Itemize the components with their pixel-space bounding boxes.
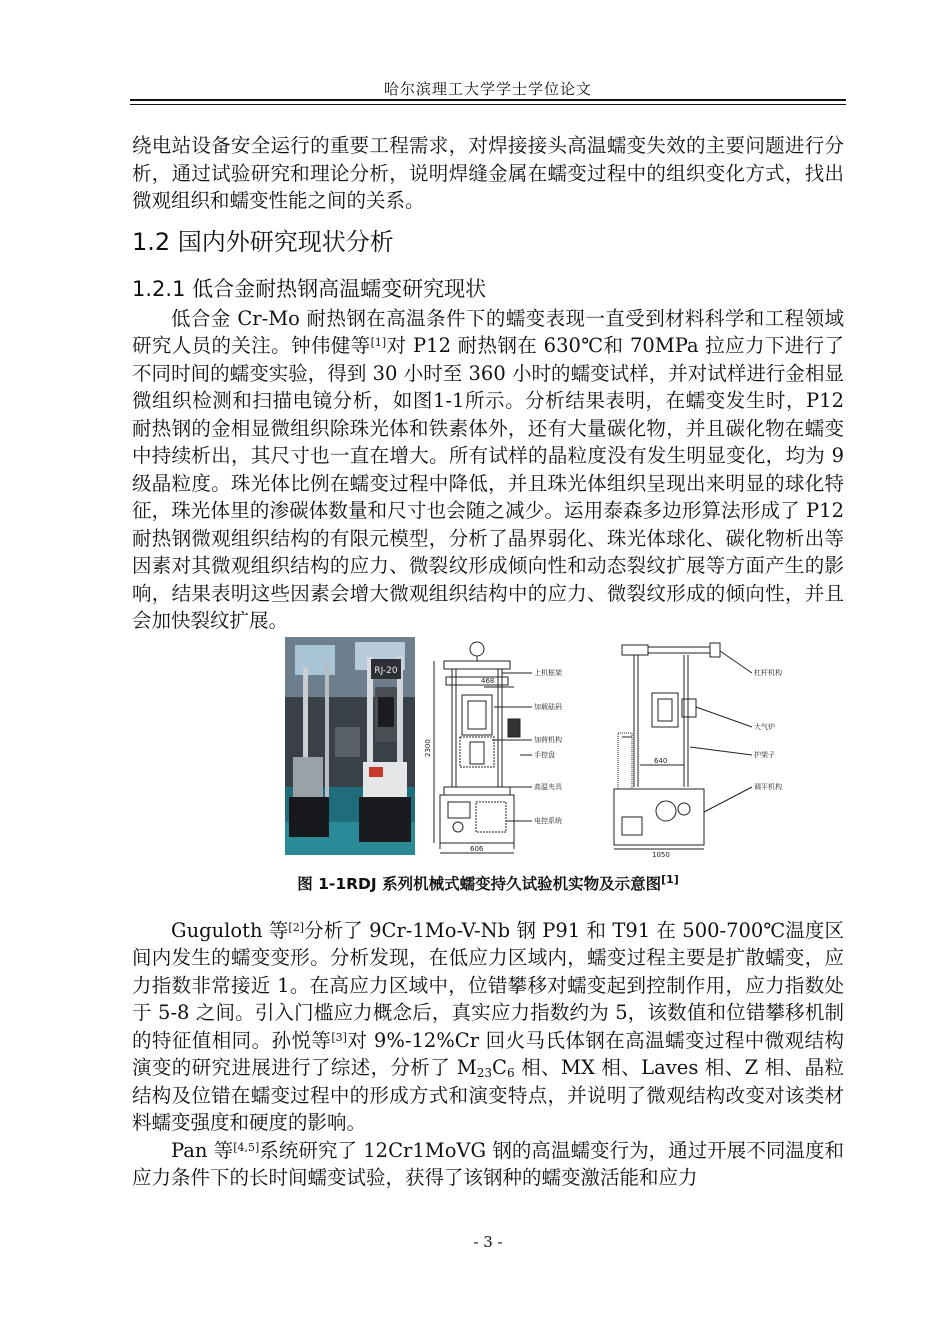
photo-machine-label: RJ-20 — [374, 665, 398, 676]
label-upper-frame: 上机框架 — [534, 668, 562, 677]
page-number: - 3 - — [473, 1233, 503, 1251]
label-loading-mechanism: 加荷机构 — [534, 735, 562, 744]
text-run: Guguloth 等 — [171, 918, 289, 942]
paragraph-continuation: 绕电站设备安全运行的重要工程需求，对焊接接头高温蠕变失效的主要问题进行分析，通过试验研究和理论分析，说明焊缝金属在蠕变过程中的组织变化方式，找出微观组织和蠕变性能之间的关系。 — [132, 134, 844, 212]
citation-ref[interactable]: [3] — [331, 1030, 347, 1044]
figure-caption — [132, 873, 844, 895]
label-lever-mechanism: 杠杆机构 — [754, 668, 782, 677]
paragraph-guguloth — [132, 917, 844, 1137]
citation-ref[interactable]: [4,5] — [233, 1140, 260, 1154]
text-run: 对 9%-12%Cr 回火马氏体钢在高温蠕变过程中微观结构演变的研究进展进行了综述，分析了 M — [132, 1028, 844, 1079]
citation-ref[interactable]: [2] — [288, 920, 305, 934]
figure-1-1 — [132, 637, 844, 859]
caption-text: 图 1-1RDJ 系列机械式蠕变持久试验机实物及示意图 — [297, 874, 662, 893]
label-control-panel: 手控盘 — [534, 750, 555, 759]
text-run: Pan 等 — [171, 1138, 234, 1162]
label-electric-control: 电控系统 — [534, 816, 562, 825]
machine-photo — [285, 637, 415, 855]
citation-ref[interactable]: [1] — [370, 336, 387, 349]
section-heading-1-2: 1.2 国内外研究现状分析 — [132, 227, 394, 256]
text-run: 对 P12 耐热钢在 630℃和 70MPa 拉应力下进行了不同时间的蠕变实验，得到 30 小时至 360 小时的蠕变试样，并对试样进行金相显微组织检测和扫描电镜分析，如图1-1所示。分析结果表明，在蠕变发生时，P12 耐热钢的金相显微组织除珠光体和铁素体外，还有大量碳化物，并且碳化物在蠕变中持续析出，其尺寸也一直在增大。所有试样的晶粒度没有发生明显变化，均为 9 级晶粒度。珠光体比例在蠕变过程中降低，并且珠光体组织呈现出来明显的球化特征，珠光体里的渗碳体数量和尺寸也会随之减少。运用泰森多边形算法形成了 P12 耐热钢微观组织结构的有限元模型，分析了晶界弱化、珠光体球化、碳化物析出等因素对其微观组织结构的应力、微裂纹形成倾向性和动态裂纹扩展等方面产生的影响，结果表明这些因素会增大微观组织结构中的应力、微裂纹形成的倾向性，并且会加快裂纹扩展。 — [132, 334, 844, 632]
section-heading-1-2-1: 1.2.1 低合金耐热钢高温蠕变研究现状 — [132, 276, 487, 301]
label-guard-frame: 护架子 — [754, 750, 775, 759]
label-high-temp-fixture: 高温夹具 — [534, 782, 562, 791]
paragraph-cr-mo-steel — [132, 305, 844, 635]
text-run: 系统研究了 12Cr1MoVG 钢的高温蠕变行为，通过开展不同温度和应力条件下的长时间蠕变试验，获得了该钢种的蠕变激活能和应力 — [132, 1138, 844, 1189]
label-leveling-mechanism: 调平机构 — [754, 782, 782, 791]
machine-photo-image — [285, 637, 415, 855]
running-header: 哈尔滨理工大学学士学位论文 — [383, 80, 592, 98]
machine-schematic — [422, 637, 844, 859]
subscript: 6 — [506, 1066, 515, 1080]
text-run: 分析了 9Cr-1Mo-V-Nb 钢 P91 和 T91 在 500-700℃温度区间内发生的蠕变变形。分析发现，在低应力区域内，蠕变过程主要是扩散蠕变，应力指数非常接近 1。在高应力区域中，位错攀移对蠕变起到控制作用，应力指数处于 5-8 之间。引入门槛应力概念后，真实应力指数约为 5，该数值和位错攀移机制的特征值相同。孙悦等 — [132, 918, 844, 1052]
dim-468: 468 — [481, 676, 495, 685]
body-text — [132, 132, 844, 1192]
header-rule-thin — [130, 104, 846, 105]
dim-1050: 1050 — [652, 850, 670, 859]
dim-2300: 2300 — [424, 738, 432, 757]
text-run: C — [492, 1056, 507, 1079]
subscript: 23 — [476, 1066, 493, 1080]
dim-640: 640 — [654, 756, 668, 765]
citation-ref[interactable]: [1] — [661, 872, 679, 886]
text-run: 相、MX 相、Laves 相、Z 相、晶粒结构及位错在蠕变过程中的形成方式和演变特点，并说明了微观结构改变对该类材料蠕变强度和硬度的影响。 — [132, 1056, 844, 1134]
header-rule-thick — [130, 99, 846, 101]
paragraph-pan — [132, 1137, 844, 1192]
dim-606: 606 — [470, 844, 484, 853]
label-weights: 加载砝码 — [534, 702, 562, 711]
text-run: 低合金 Cr-Mo 耐热钢在高温条件下的蠕变表现一直受到材料科学和工程领域研究人员的关注。钟伟健等 — [132, 306, 844, 357]
figure-caption-wrap — [132, 873, 844, 917]
label-furnace: 大气炉 — [754, 722, 775, 731]
